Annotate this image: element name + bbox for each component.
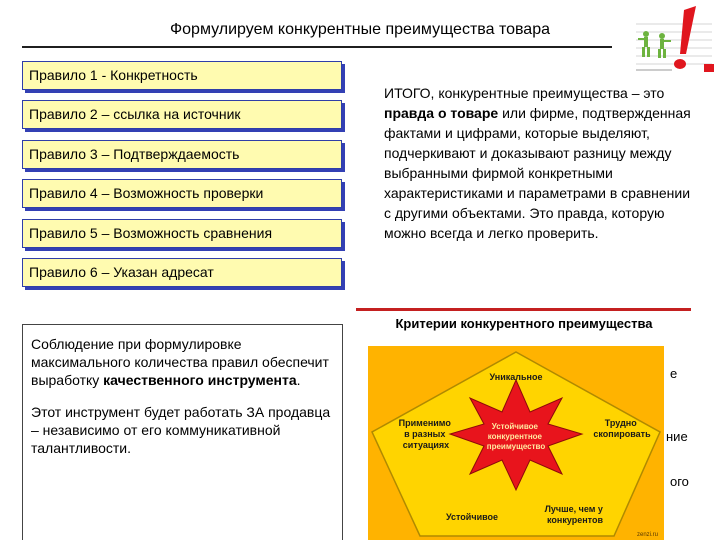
clipped-text-2: ние	[666, 429, 688, 444]
image-credit: zenzi.ru	[636, 532, 658, 538]
criterion-applicable: Применимо в разных ситуациях	[398, 418, 451, 450]
criterion-better: Лучше, чем у конкурентов	[544, 504, 603, 525]
rule-4: Правило 4 – Возможность проверки	[22, 179, 342, 208]
exclamation-logo-icon	[632, 4, 716, 82]
criteria-diagram	[368, 346, 664, 540]
clipped-text-3: ого	[670, 474, 689, 489]
criteria-divider	[356, 308, 691, 311]
center-label: Устойчивое конкурентное преимущество	[486, 422, 546, 451]
clipped-text-1: е	[670, 366, 678, 381]
criteria-title: Критерии конкурентного преимущества	[395, 316, 653, 331]
rule-5: Правило 5 – Возможность сравнения	[22, 219, 342, 248]
summary-text: ИТОГО, конкурентные преимущества – это правда о товаре или фирме, подтвержденная фактами и цифрами, которые выделяют, подчеркивают и доказывают разницу между выбранными фирмой конкретными характеристиками и параметрами в сравнении с другими объектами. Это правда, которую можно всегда и легко проверить.	[384, 85, 691, 241]
rule-3: Правило 3 – Подтверждаемость	[22, 140, 342, 169]
rule-2: Правило 2 – ссылка на источник	[22, 100, 342, 129]
rule-1: Правило 1 - Конкретность	[22, 61, 342, 90]
page-title: Формулируем конкурентные преимущества товара	[169, 21, 550, 38]
criterion-unique: Уникальное	[489, 372, 543, 382]
note-paragraph-2: Этот инструмент будет работать ЗА продавца – независимо от его коммуникативной талантливости.	[31, 404, 331, 456]
note-paragraph-1: Соблюдение при формулировке максимального количества правил обеспечит выработку качественного инструмента.	[31, 336, 329, 388]
title-divider	[22, 46, 612, 48]
note-box	[22, 324, 343, 540]
summary-emphasis: правда о товаре	[384, 105, 499, 121]
note-emphasis: качественного инструмента	[103, 372, 297, 388]
criterion-hard-copy: Трудно скопировать	[593, 418, 651, 439]
rule-6: Правило 6 – Указан адресат	[22, 258, 342, 287]
criterion-stable: Устойчивое	[445, 512, 499, 522]
